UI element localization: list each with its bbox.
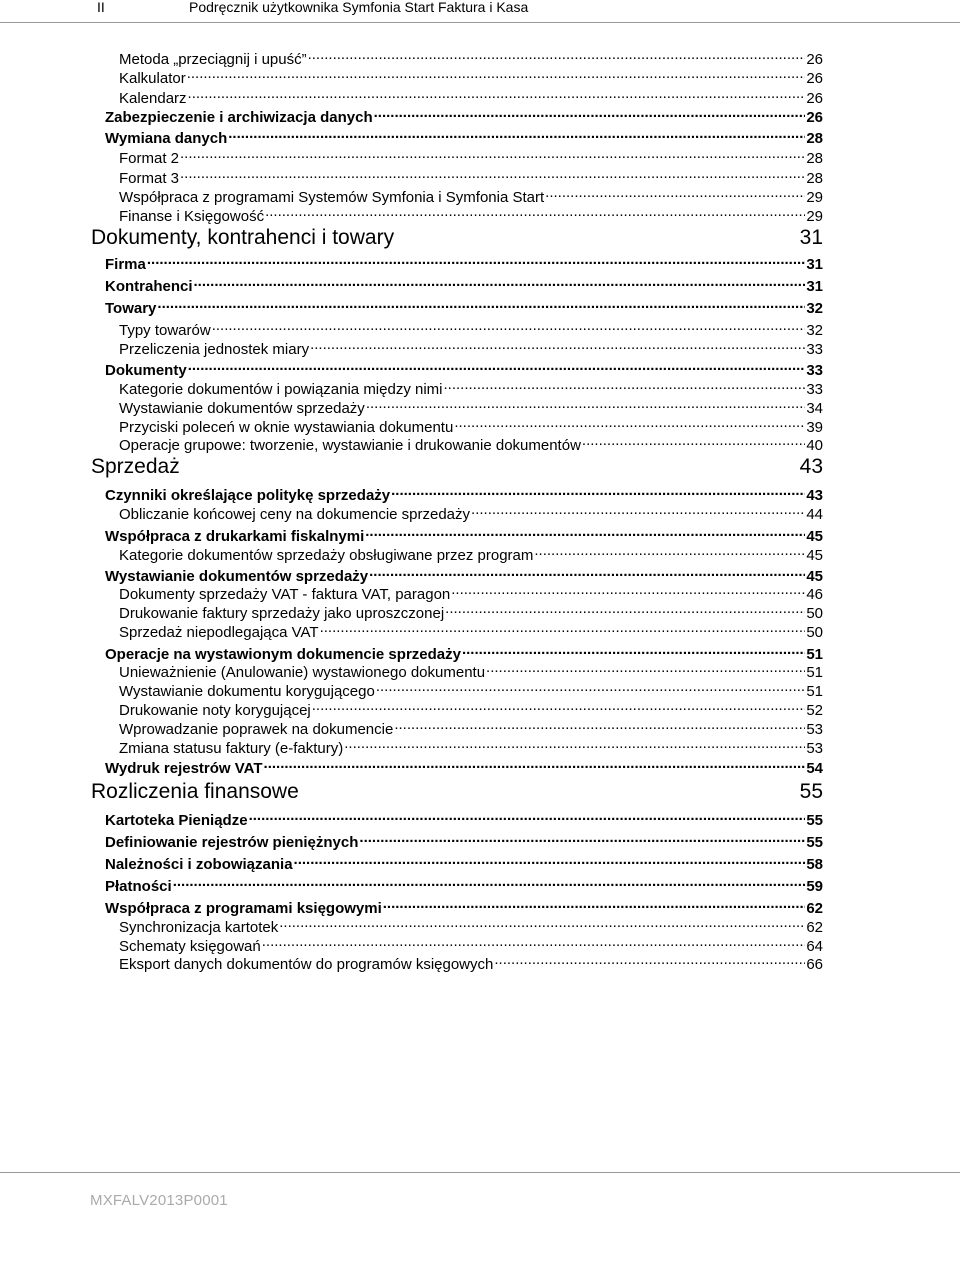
toc-entry-label: Płatności (105, 878, 172, 895)
toc-entry-page: 29 (806, 208, 823, 225)
toc-leader-dots (294, 851, 806, 869)
toc-entry-label: Typy towarów (119, 322, 211, 339)
toc-entry-label: Towary (105, 300, 157, 317)
toc-leader-dots (308, 46, 806, 64)
toc-section[interactable] (105, 104, 823, 127)
toc-leader-dots (462, 641, 805, 659)
toc-entry-page: 34 (806, 400, 823, 417)
toc-entry-label: Zmiana statusu faktury (e-faktury) (119, 740, 344, 757)
toc-entry-label: Kalkulator (119, 70, 186, 87)
toc-entry-page: 44 (806, 506, 823, 523)
toc-leader-dots (494, 951, 805, 969)
toc-entry-page: 53 (806, 721, 823, 738)
toc-entry-label: Wystawianie dokumentów sprzedaży (105, 568, 369, 585)
toc-entry-page: 26 (806, 90, 823, 107)
toc-leader-dots (444, 376, 806, 394)
toc-leader-dots (383, 895, 806, 913)
toc-leader-dots (264, 755, 806, 773)
toc-leader-dots (486, 659, 805, 677)
toc-leader-dots (173, 873, 806, 891)
toc-entry-page: 46 (806, 586, 823, 603)
toc-entry-page: 43 (806, 487, 823, 504)
toc-section[interactable] (105, 807, 823, 830)
toc-leader-dots (344, 735, 805, 753)
toc-leader-dots (545, 184, 805, 202)
page-header (0, 0, 960, 23)
toc-leader-dots (212, 317, 806, 335)
toc-entry-label: Wystawianie dokumentu korygującego (119, 683, 375, 700)
footer-divider (0, 1172, 960, 1173)
toc-entry-page: 39 (806, 419, 823, 436)
toc-entry-label: Operacje grupowe: tworzenie, wystawianie i drukowanie dokumentów (119, 437, 581, 454)
toc-entry-page: 58 (806, 856, 823, 873)
toc-leader-dots (534, 542, 805, 560)
toc-entry-label: Rozliczenia finansowe (91, 780, 299, 803)
header-title: Podręcznik użytkownika Symfonia Start Faktura i Kasa (189, 0, 529, 15)
toc-entry-page: 51 (806, 664, 823, 681)
toc-entry-page: 31 (806, 256, 823, 273)
toc-leader-dots (359, 829, 805, 847)
toc-entry-label: Format 2 (119, 150, 180, 167)
toc-entry-label: Dokumenty (105, 362, 187, 379)
toc-entry-label: Format 3 (119, 170, 180, 187)
toc-entry-label: Kartoteka Pieniądze (105, 812, 248, 829)
toc-leader-dots (188, 85, 806, 103)
toc-leader-dots (365, 523, 805, 541)
toc-leader-dots (582, 432, 805, 450)
toc-leader-dots (310, 336, 805, 354)
toc-chapter[interactable] (91, 226, 823, 250)
toc-subsection[interactable] (119, 542, 823, 565)
toc-leader-dots (157, 295, 805, 313)
toc-leader-dots (228, 125, 805, 143)
toc-entry-page: 40 (806, 437, 823, 454)
toc-section[interactable] (105, 755, 823, 778)
toc-entry-page: 26 (806, 70, 823, 87)
toc-leader-dots (188, 357, 806, 375)
toc-leader-dots (180, 145, 805, 163)
toc-leader-dots (194, 273, 806, 291)
toc-entry-label: Definiowanie rejestrów pieniężnych (105, 834, 359, 851)
toc-entry-label: Drukowanie noty korygującej (119, 702, 311, 719)
toc-section[interactable] (105, 251, 823, 274)
toc-entry-page: 51 (806, 646, 823, 663)
toc-subsection[interactable] (119, 619, 823, 642)
toc-entry-page: 59 (806, 878, 823, 895)
toc-entry-label: Współpraca z programami Systemów Symfonia i Symfonia Start (119, 189, 545, 206)
toc-entry-page: 33 (806, 341, 823, 358)
toc-entry-page: 66 (806, 956, 823, 973)
toc-leader-dots (279, 914, 805, 932)
toc-entry-page: 55 (799, 780, 823, 803)
toc-entry-label: Sprzedaż niepodlegająca VAT (119, 624, 319, 641)
toc-entry-page: 55 (806, 812, 823, 829)
toc-entry-page: 28 (806, 170, 823, 187)
toc-leader-dots (366, 395, 806, 413)
toc-entry-page: 45 (806, 568, 823, 585)
toc-leader-dots (471, 501, 805, 519)
toc-entry-label: Drukowanie faktury sprzedaży jako uproszczonej (119, 605, 445, 622)
toc-entry-label: Wydruk rejestrów VAT (105, 760, 263, 777)
toc-leader-dots (374, 104, 806, 122)
toc-entry-page: 33 (806, 381, 823, 398)
toc-entry-page: 33 (806, 362, 823, 379)
toc-entry-page: 28 (806, 150, 823, 167)
toc-entry-label: Sprzedaż (91, 455, 180, 478)
toc-leader-dots (394, 716, 805, 734)
toc-entry-label: Wymiana danych (105, 130, 228, 147)
toc-entry-label: Przeliczenia jednostek miary (119, 341, 310, 358)
toc-leader-dots (187, 65, 806, 83)
toc-entry-page: 45 (806, 528, 823, 545)
toc-leader-dots (265, 203, 805, 221)
toc-leader-dots (147, 251, 805, 269)
toc-entry-label: Synchronizacja kartotek (119, 919, 279, 936)
toc-leader-dots (391, 482, 805, 500)
toc-section[interactable] (105, 873, 823, 896)
toc-leader-dots (262, 933, 806, 951)
toc-entry-label: Kategorie dokumentów sprzedaży obsługiwane przez program (119, 547, 534, 564)
header-page-number: II (97, 0, 105, 15)
toc-entry-label: Zabezpieczenie i archiwizacja danych (105, 109, 373, 126)
toc-entry-label: Współpraca z drukarkami fiskalnymi (105, 528, 365, 545)
toc-leader-dots (445, 600, 805, 618)
toc-leader-dots (312, 697, 806, 715)
toc-entry-page: 62 (806, 919, 823, 936)
toc-entry-label: Wprowadzanie poprawek na dokumencie (119, 721, 394, 738)
toc-entry-label: Operacje na wystawionym dokumencie sprzedaży (105, 646, 461, 663)
footer-document-code: MXFALV2013P0001 (90, 1192, 228, 1209)
toc-subsection[interactable] (119, 432, 823, 455)
toc-entry-page: 28 (806, 130, 823, 147)
toc-entry-page: 32 (806, 300, 823, 317)
toc-subsection[interactable] (119, 951, 823, 974)
toc-chapter[interactable] (91, 455, 823, 479)
toc-entry-label: Kalendarz (119, 90, 187, 107)
toc-entry-page: 26 (806, 51, 823, 68)
toc-entry-label: Dokumenty, kontrahenci i towary (91, 226, 395, 249)
toc-entry-label: Eksport danych dokumentów do programów księgowych (119, 956, 494, 973)
toc-leader-dots (376, 678, 805, 696)
toc-entry-label: Kontrahenci (105, 278, 193, 295)
toc-entry-page: 32 (806, 322, 823, 339)
toc-entry-label: Obliczanie końcowej ceny na dokumencie sprzedaży (119, 506, 471, 523)
toc-entry-page: 26 (806, 109, 823, 126)
toc-entry-page: 62 (806, 900, 823, 917)
toc-entry-label: Należności i zobowiązania (105, 856, 293, 873)
toc-section[interactable] (105, 829, 823, 852)
toc-entry-page: 64 (806, 938, 823, 955)
toc-leader-dots (454, 414, 805, 432)
toc-entry-page: 51 (806, 683, 823, 700)
toc-subsection[interactable] (119, 501, 823, 524)
toc-entry-label: Współpraca z programami księgowymi (105, 900, 382, 917)
toc-entry-label: Schematy księgowań (119, 938, 261, 955)
toc-entry-page: 43 (799, 455, 823, 478)
toc-entry-label: Kategorie dokumentów i powiązania między nimi (119, 381, 443, 398)
toc-entry-page: 52 (806, 702, 823, 719)
toc-leader-dots (180, 165, 805, 183)
toc-entry-label: Metoda „przeciągnij i upuść” (119, 51, 307, 68)
toc-entry-page: 55 (806, 834, 823, 851)
toc-entry-label: Wystawianie dokumentów sprzedaży (119, 400, 365, 417)
toc-leader-dots (320, 619, 806, 637)
toc-entry-page: 31 (799, 226, 823, 249)
toc-subsection[interactable] (119, 203, 823, 226)
toc-entry-page: 29 (806, 189, 823, 206)
toc-entry-label: Dokumenty sprzedaży VAT - faktura VAT, paragon (119, 586, 451, 603)
toc-leader-dots (249, 807, 806, 825)
toc-section[interactable] (105, 273, 823, 296)
toc-entry-page: 31 (806, 278, 823, 295)
toc-section[interactable] (105, 295, 823, 318)
toc-entry-label: Finanse i Księgowość (119, 208, 265, 225)
toc-leader-dots (451, 581, 805, 599)
toc-chapter[interactable] (91, 780, 823, 804)
toc-entry-label: Przyciski poleceń w oknie wystawiania dokumentu (119, 419, 454, 436)
toc-entry-label: Czynniki określające politykę sprzedaży (105, 487, 391, 504)
toc-section[interactable] (105, 851, 823, 874)
toc-leader-dots (369, 563, 805, 581)
toc-entry-page: 45 (806, 547, 823, 564)
toc-entry-label: Unieważnienie (Anulowanie) wystawionego dokumentu (119, 664, 486, 681)
toc-entry-page: 54 (806, 760, 823, 777)
toc-entry-label: Firma (105, 256, 146, 273)
toc-entry-page: 50 (806, 605, 823, 622)
toc-entry-page: 50 (806, 624, 823, 641)
toc-entry-page: 53 (806, 740, 823, 757)
toc-subsection[interactable] (119, 336, 823, 359)
